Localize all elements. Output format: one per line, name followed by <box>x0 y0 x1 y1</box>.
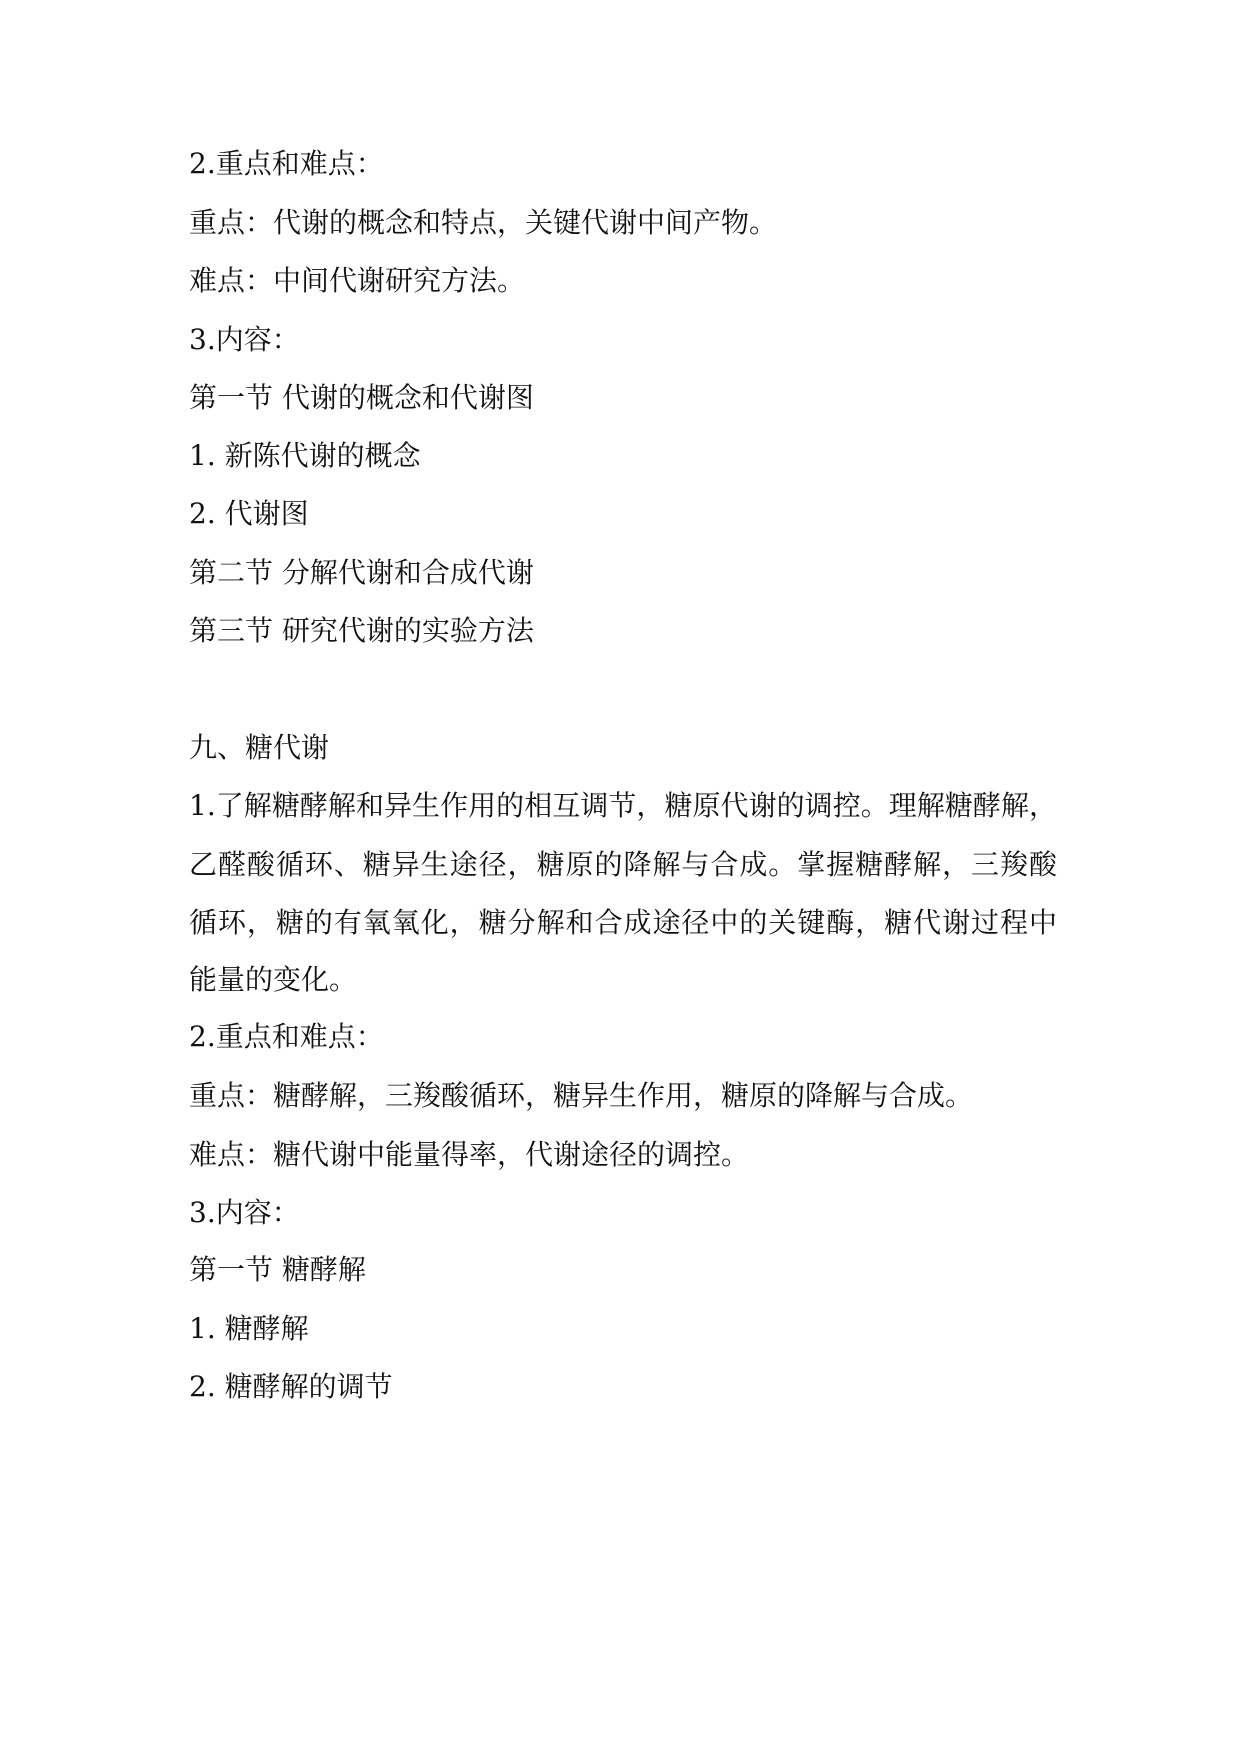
section-title: 第一节 糖酵解 <box>189 1253 366 1286</box>
section-title: 第二节 分解代谢和合成代谢 <box>189 556 534 589</box>
objectives-line: 乙醛酸循环、糖异生途径，糖原的降解与合成。掌握糖酵解，三羧酸 <box>189 848 1057 881</box>
key-points-text: 重点：代谢的概念和特点，关键代谢中间产物。 <box>189 206 778 239</box>
chapter-title: 九、糖代谢 <box>189 731 330 764</box>
content-heading: 3.内容： <box>189 323 300 356</box>
objectives-line: 循环，糖的有氧氧化，糖分解和合成途径中的关键酶，糖代谢过程中 <box>189 906 1057 939</box>
objectives-line: 能量的变化。 <box>189 963 358 996</box>
objectives-line: 1.了解糖酵解和异生作用的相互调节，糖原代谢的调控。理解糖酵解， <box>189 789 1057 822</box>
list-item: 1. 新陈代谢的概念 <box>189 439 421 472</box>
content-heading: 3.内容： <box>189 1196 300 1229</box>
key-points-text: 重点：糖酵解，三羧酸循环，糖异生作用，糖原的降解与合成。 <box>189 1079 974 1112</box>
section-title: 第三节 研究代谢的实验方法 <box>189 614 534 647</box>
difficult-points-text: 难点：中间代谢研究方法。 <box>189 264 526 297</box>
list-item: 2. 糖酵解的调节 <box>189 1370 393 1403</box>
difficult-points-text: 难点：糖代谢中能量得率，代谢途径的调控。 <box>189 1138 750 1171</box>
section-title: 第一节 代谢的概念和代谢图 <box>189 381 534 414</box>
list-item: 2. 代谢图 <box>189 497 309 530</box>
key-points-heading: 2.重点和难点： <box>189 1020 384 1053</box>
key-points-heading: 2.重点和难点： <box>189 147 384 180</box>
list-item: 1. 糖酵解 <box>189 1312 309 1345</box>
